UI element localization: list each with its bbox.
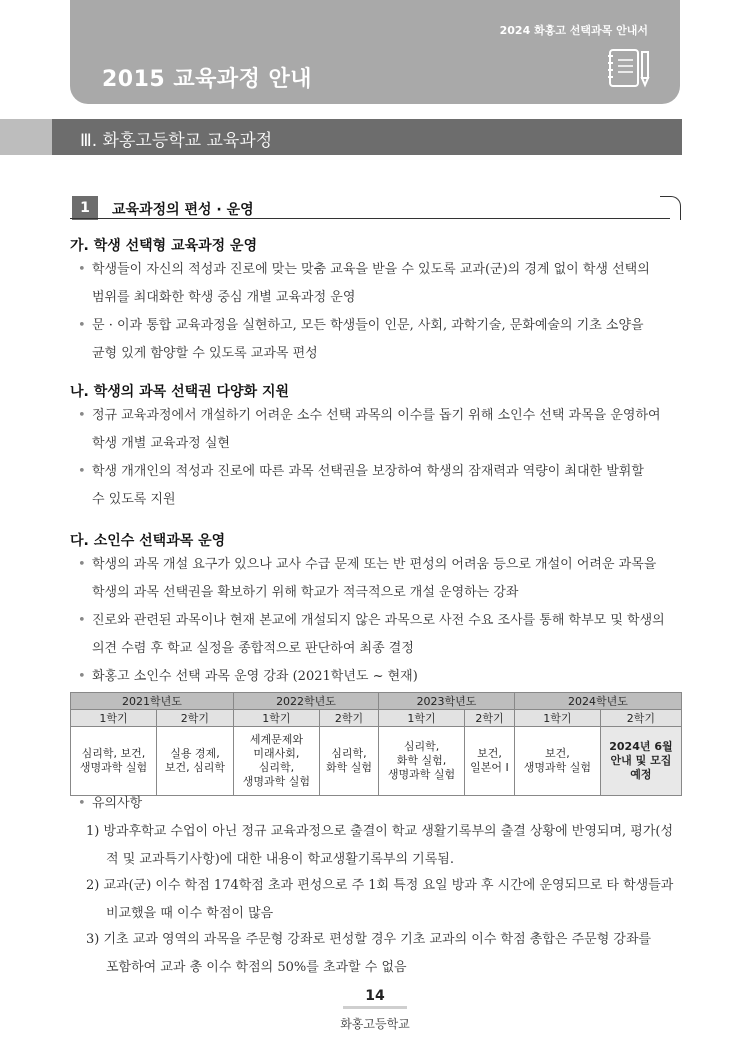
semester-header: 1학기 (233, 710, 319, 727)
cell-line: 생명과학 실험 (242, 775, 311, 788)
cell-line: 심리학, (258, 761, 295, 774)
school-name: 화홍고등학교 (340, 1017, 410, 1031)
notes-title-line (78, 790, 682, 818)
b-bullet-1-line-2: 학생 개별 교육과정 실현 (92, 436, 230, 451)
bullet: • (78, 408, 86, 423)
table-cell (319, 727, 378, 796)
table-semester-row (71, 710, 682, 727)
cell-line: 일본어 I (470, 761, 509, 774)
semester-header: 1학기 (71, 710, 157, 727)
table-cell-highlight (600, 727, 681, 796)
semester-header: 2학기 (465, 710, 515, 727)
cell-line: 화학 실험 (325, 761, 372, 774)
cell-line: 보건, (545, 747, 570, 760)
section-tab (0, 119, 52, 155)
paragraph-a (78, 256, 682, 368)
paragraph-b (78, 402, 682, 514)
table-cell (233, 727, 319, 796)
topic-title: 교육과정의 편성 · 운영 (112, 202, 254, 218)
c-bullet-1-line-2: 학생의 과목 선택권을 확보하기 위해 학교가 적극적으로 개설 운영하는 강좌 (92, 585, 519, 600)
table-cell (514, 727, 600, 796)
footer-divider (343, 1006, 407, 1009)
subheading-b: 나. 학생의 과목 선택권 다양화 지원 (70, 384, 290, 400)
bullet: • (78, 669, 86, 684)
cell-line: 예정 (630, 768, 652, 781)
table-cell (465, 727, 515, 796)
a-bullet-2-line-1: 문 · 이과 통합 교육과정을 실현하고, 모든 학생들이 인문, 사회, 과학기술, 문화예술의 기초 소양을 (92, 318, 644, 333)
semester-header: 2학기 (600, 710, 681, 727)
main-title: 2015 교육과정 안내 (102, 67, 313, 92)
topic-corner (660, 196, 681, 220)
cell-line: 미래사회, (253, 747, 300, 760)
page-number: 14 (365, 988, 385, 1004)
cell-line: 심리학, 보건, (81, 747, 146, 760)
section-bar (0, 119, 682, 155)
year-header: 2024학년도 (514, 693, 681, 710)
courses-table (70, 692, 682, 796)
a-bullet-2-line-2: 균형 있게 함양할 수 있도록 교과목 편성 (92, 346, 318, 361)
a-bullet-1-line-2: 범위를 최대화한 학생 중심 개별 교육과정 운영 (92, 290, 356, 305)
c-bullet-3: 화홍고 소인수 선택 과목 운영 강좌 (2021학년도 ~ 현재) (92, 669, 418, 684)
table-cell (71, 727, 157, 796)
c-bullet-1-line-1: 학생의 과목 개설 요구가 있으나 교사 수급 문제 또는 반 편성의 어려움 등으로 개설이 어려운 과목을 (92, 557, 657, 572)
table-cell (379, 727, 465, 796)
b-bullet-1-line-1: 정규 교육과정에서 개설하기 어려운 소수 선택 과목의 이수를 돕기 위해 소인수 선택 과목을 운영하여 (92, 408, 661, 423)
year-header: 2022학년도 (233, 693, 378, 710)
cell-line: 보건, (477, 747, 502, 760)
note-3-line-2: 포함하여 교과 총 이수 학점의 50%를 초과할 수 없음 (106, 960, 407, 975)
cell-line: 생명과학 실험 (523, 761, 592, 774)
cell-line: 생명과학 실험 (387, 768, 456, 781)
cell-line: 심리학, (403, 740, 440, 753)
notebook-pen-icon (606, 46, 652, 90)
topic-number: 1 (72, 196, 98, 220)
cell-line: 2024년 6월 (609, 740, 673, 753)
subheading-c: 다. 소인수 선택과목 운영 (70, 533, 226, 549)
cell-line: 화학 실험, (396, 754, 447, 767)
note-3 (86, 926, 682, 982)
year-header: 2021학년도 (71, 693, 234, 710)
topic-underline (70, 218, 670, 219)
semester-header: 1학기 (514, 710, 600, 727)
note-2 (86, 872, 682, 928)
notes-title: 유의사항 (92, 796, 143, 811)
guide-title: 2024 화홍고 선택과목 안내서 (499, 24, 648, 37)
subheading-a: 가. 학생 선택형 교육과정 운영 (70, 238, 258, 254)
bullet: • (78, 464, 86, 479)
cell-line: 세계문제와 (249, 733, 303, 746)
b-bullet-2-line-1: 학생 개개인의 적성과 진로에 따른 과목 선택권을 보장하여 학생의 잠재력과 역량이 최대한 발휘할 (92, 464, 644, 479)
note-2-line-1: 2) 교과(군) 이수 학점 174학점 초과 편성으로 주 1회 특정 요일 방과 후 시간에 운영되므로 타 학생들과 (86, 878, 674, 893)
note-1-line-1: 1) 방과후학교 수업이 아닌 정규 교육과정으로 출결이 학교 생활기록부의 출결 상황에 반영되며, 평가(성 (86, 824, 674, 839)
table-row (71, 727, 682, 796)
cell-line: 심리학, (331, 747, 367, 760)
table-cell (156, 727, 233, 796)
bullet: • (78, 613, 86, 628)
cell-line: 생명과학 실험 (79, 761, 148, 774)
bullet: • (78, 796, 86, 811)
semester-header: 2학기 (319, 710, 378, 727)
c-bullet-2-line-2: 의견 수렴 후 학교 실정을 종합적으로 판단하여 최종 결정 (92, 641, 414, 656)
note-1-line-2: 적 및 교과특기사항)에 대한 내용이 학교생활기록부의 기록됨. (106, 852, 454, 867)
year-header: 2023학년도 (379, 693, 515, 710)
section-title: Ⅲ. 화홍고등학교 교육과정 (80, 131, 273, 151)
semester-header: 1학기 (379, 710, 465, 727)
paragraph-c (78, 551, 682, 691)
b-bullet-2-line-2: 수 있도록 지원 (92, 492, 176, 507)
note-2-line-2: 비교했을 때 이수 학점이 많음 (106, 906, 274, 921)
header-banner (70, 0, 680, 104)
cell-line: 안내 및 모집 (610, 754, 672, 767)
bullet: • (78, 557, 86, 572)
note-1 (86, 818, 682, 874)
note-3-line-1: 3) 기초 교과 영역의 과목을 주문형 강좌로 편성할 경우 기초 교과의 이수 학점 총합은 주문형 강좌를 (86, 932, 652, 947)
cell-line: 보건, 심리학 (164, 761, 225, 774)
bullet: • (78, 318, 86, 333)
c-bullet-2-line-1: 진로와 관련된 과목이나 현재 본교에 개설되지 않은 과목으로 사전 수요 조사를 통해 학부모 및 학생의 (92, 613, 665, 628)
semester-header: 2학기 (156, 710, 233, 727)
a-bullet-1-line-1: 학생들이 자신의 적성과 진로에 맞는 맞춤 교육을 받을 수 있도록 교과(군)의 경계 없이 학생 선택의 (92, 262, 650, 277)
cell-line: 실용 경제, (170, 747, 220, 760)
table-year-row (71, 693, 682, 710)
bullet: • (78, 262, 86, 277)
